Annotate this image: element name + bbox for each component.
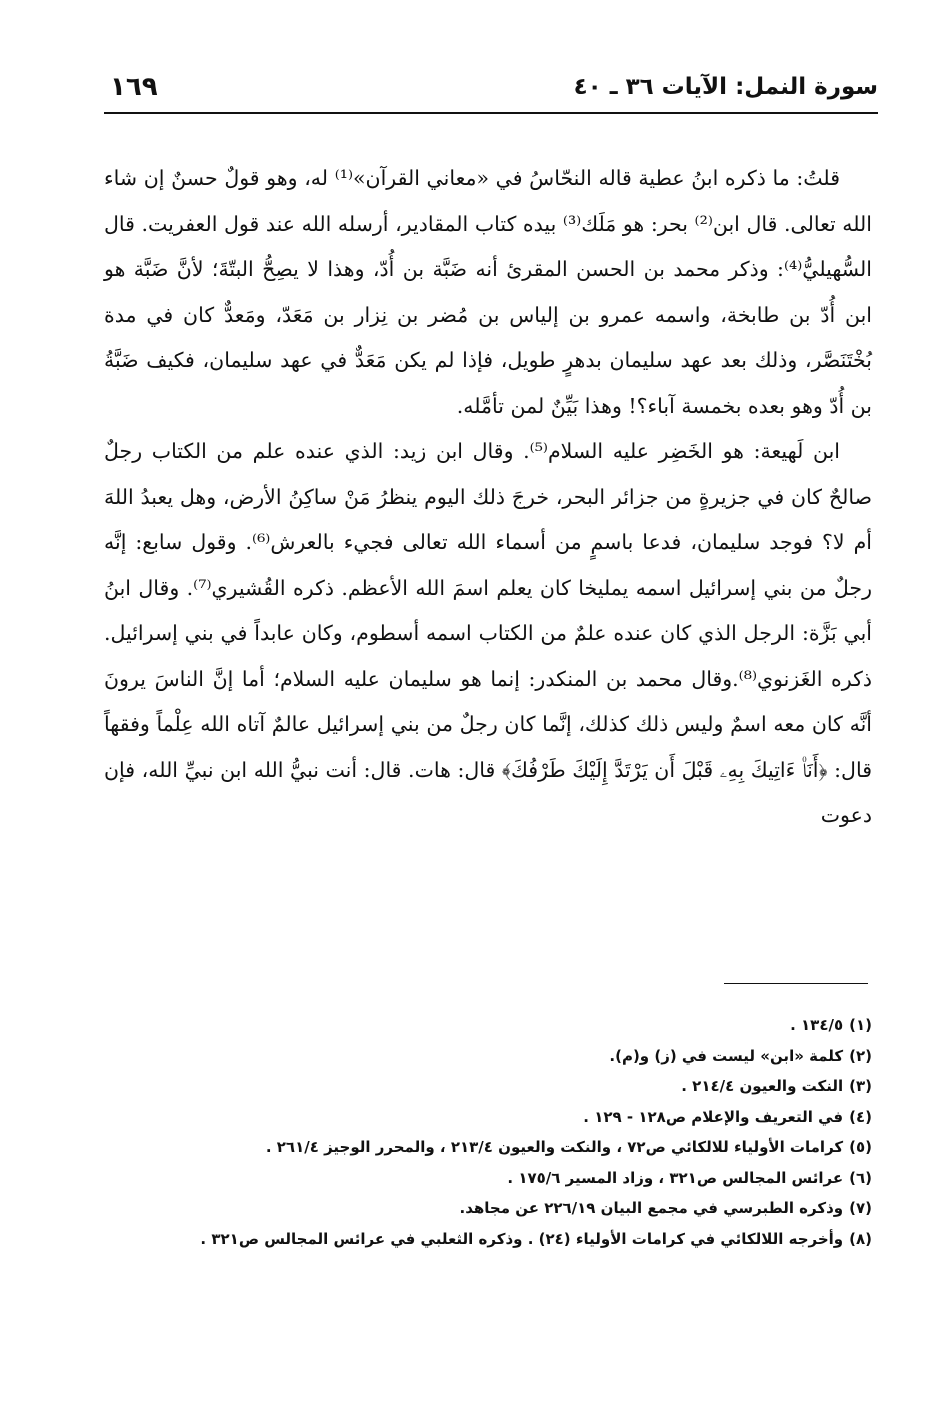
page-number: ١٦٩ <box>110 72 158 102</box>
footnote-text: كرامات الأولياء للالكائي ص٧٢ ، والنكت والعيون ٢١٣/٤ ، والمحرر الوجيز ٢٦١/٤ . <box>265 1138 844 1156</box>
footnote-5 <box>104 1132 872 1163</box>
running-title: سورة النمل: الآيات ٣٦ ـ ٤٠ <box>573 74 878 100</box>
footnote-number: (٤) <box>849 1107 872 1126</box>
footnote-7 <box>104 1193 872 1224</box>
footnote-6 <box>104 1163 872 1194</box>
footnotes <box>104 1010 872 1254</box>
footnote-number: (٣) <box>849 1077 872 1095</box>
footnote-1 <box>104 1010 872 1041</box>
page-header <box>104 64 878 114</box>
header-divider <box>104 112 878 114</box>
footnote-8 <box>104 1224 872 1255</box>
footnote-number: (٢) <box>849 1046 872 1065</box>
footnote-number: (٥) <box>849 1138 872 1156</box>
footnote-number: (٦) <box>849 1168 872 1187</box>
footnote-text: في التعريف والإعلام ص١٢٨ - ١٢٩ . <box>583 1107 844 1126</box>
footnote-2 <box>104 1041 872 1072</box>
footnote-number: (٧) <box>849 1199 872 1217</box>
footnote-text: عرائس المجالس ص٣٢١ ، وزاد المسير ١٧٥/٦ . <box>507 1168 844 1187</box>
footnote-text: كلمة «ابن» ليست في (ز) و(م). <box>609 1046 844 1065</box>
footnote-divider <box>724 983 868 984</box>
footnote-text: وذكره الطبرسي في مجمع البيان ٢٢٦/١٩ عن مجاهد. <box>459 1199 844 1217</box>
footnote-text: النكت والعيون ٢١٤/٤ . <box>681 1077 844 1095</box>
footnote-text: وأخرجه اللالكائي في كرامات الأولياء (٢٤) . وذكره الثعلبي في عرائس المجالس ص٣٢١ . <box>200 1229 844 1248</box>
footnote-number: (٨) <box>849 1229 872 1248</box>
footnote-text: ١٣٤/٥ . <box>790 1016 844 1034</box>
footnote-4 <box>104 1102 872 1133</box>
paragraph-1: قلتُ: ما ذكره ابنُ عطية قاله النحّاسُ في «معاني القرآن»⁽¹⁾ له، وهو قولٌ حسنٌ إن شاء الله تعالى. قال ابن⁽²⁾ بحر: هو مَلَك⁽³⁾ بيده كتاب المقادير، أرسله الله عند قول العفريت. قال السُّهيليُّ⁽⁴⁾: وذكر محمد بن الحسن المقرئ أنه ضَبَّة بن أُدّ، وهذا لا يصِحُّ البتّةَ؛ لأنَّ ضَبَّة هو ابن أُدّ بن طابخة، واسمه عمرو بن إلياس بن مُضر بن نِزار بن مَعَدّ، ومَعدٌّ كان في مدة بُخْتَنَصَّر، وذلك بعد عهد سليمان بدهرٍ طويل، فإذا لم يكن مَعَدٌّ في عهد سليمان، فكيف ضَبَّةُ بن أُدّ وهو بعده بخمسة آباء؟! وهذا بَيِّنٌ لمن تأمَّله. <box>104 166 872 418</box>
paragraph-2: ابن لَهيعة: هو الخَضِر عليه السلام⁽⁵⁾. وقال ابن زيد: الذي عنده علم من الكتاب رجلٌ صالحٌ كان في جزيرةٍ من جزائر البحر، خرجَ ذلك اليوم ينظرُ مَنْ ساكِنُ الأرض، وهل يعبدُ اللهَ أم لا؟ فوجد سليمان، فدعا باسمٍ من أسماء الله تعالى فجيء بالعرش⁽⁶⁾. وقول سابع: إنَّه رجلٌ من بني إسرائيل اسمه يمليخا كان يعلم اسمَ الله الأعظم. ذكره القُشيري⁽⁷⁾. وقال ابنُ أبي بَزَّة: الرجل الذي كان عنده علمٌ من الكتاب اسمه أسطوم، وكان عابداً في بني إسرائيل. ذكره الغَزنوي⁽⁸⁾.وقال محمد بن المنكدر: إنما هو سليمان عليه السلام؛ أما إنَّ الناسَ يرونَ أنَّه كان معه اسمٌ وليس ذلك كذلك، إنَّما كان رجلٌ من بني إسرائيل عالمٌ آتاه الله عِلْماً وفقهاً قال: ﴿أَنَا۠ ءَاتِيكَ بِهِۦ قَبْلَ أَن يَرْتَدَّ إِلَيْكَ طَرْفُكَ﴾ قال: هات. قال: أنت نبيُّ الله ابن نبيِّ الله، فإن دعوت <box>104 439 873 827</box>
footnote-3 <box>104 1071 872 1102</box>
main-text <box>104 156 872 839</box>
footnote-number: (١) <box>849 1016 872 1034</box>
